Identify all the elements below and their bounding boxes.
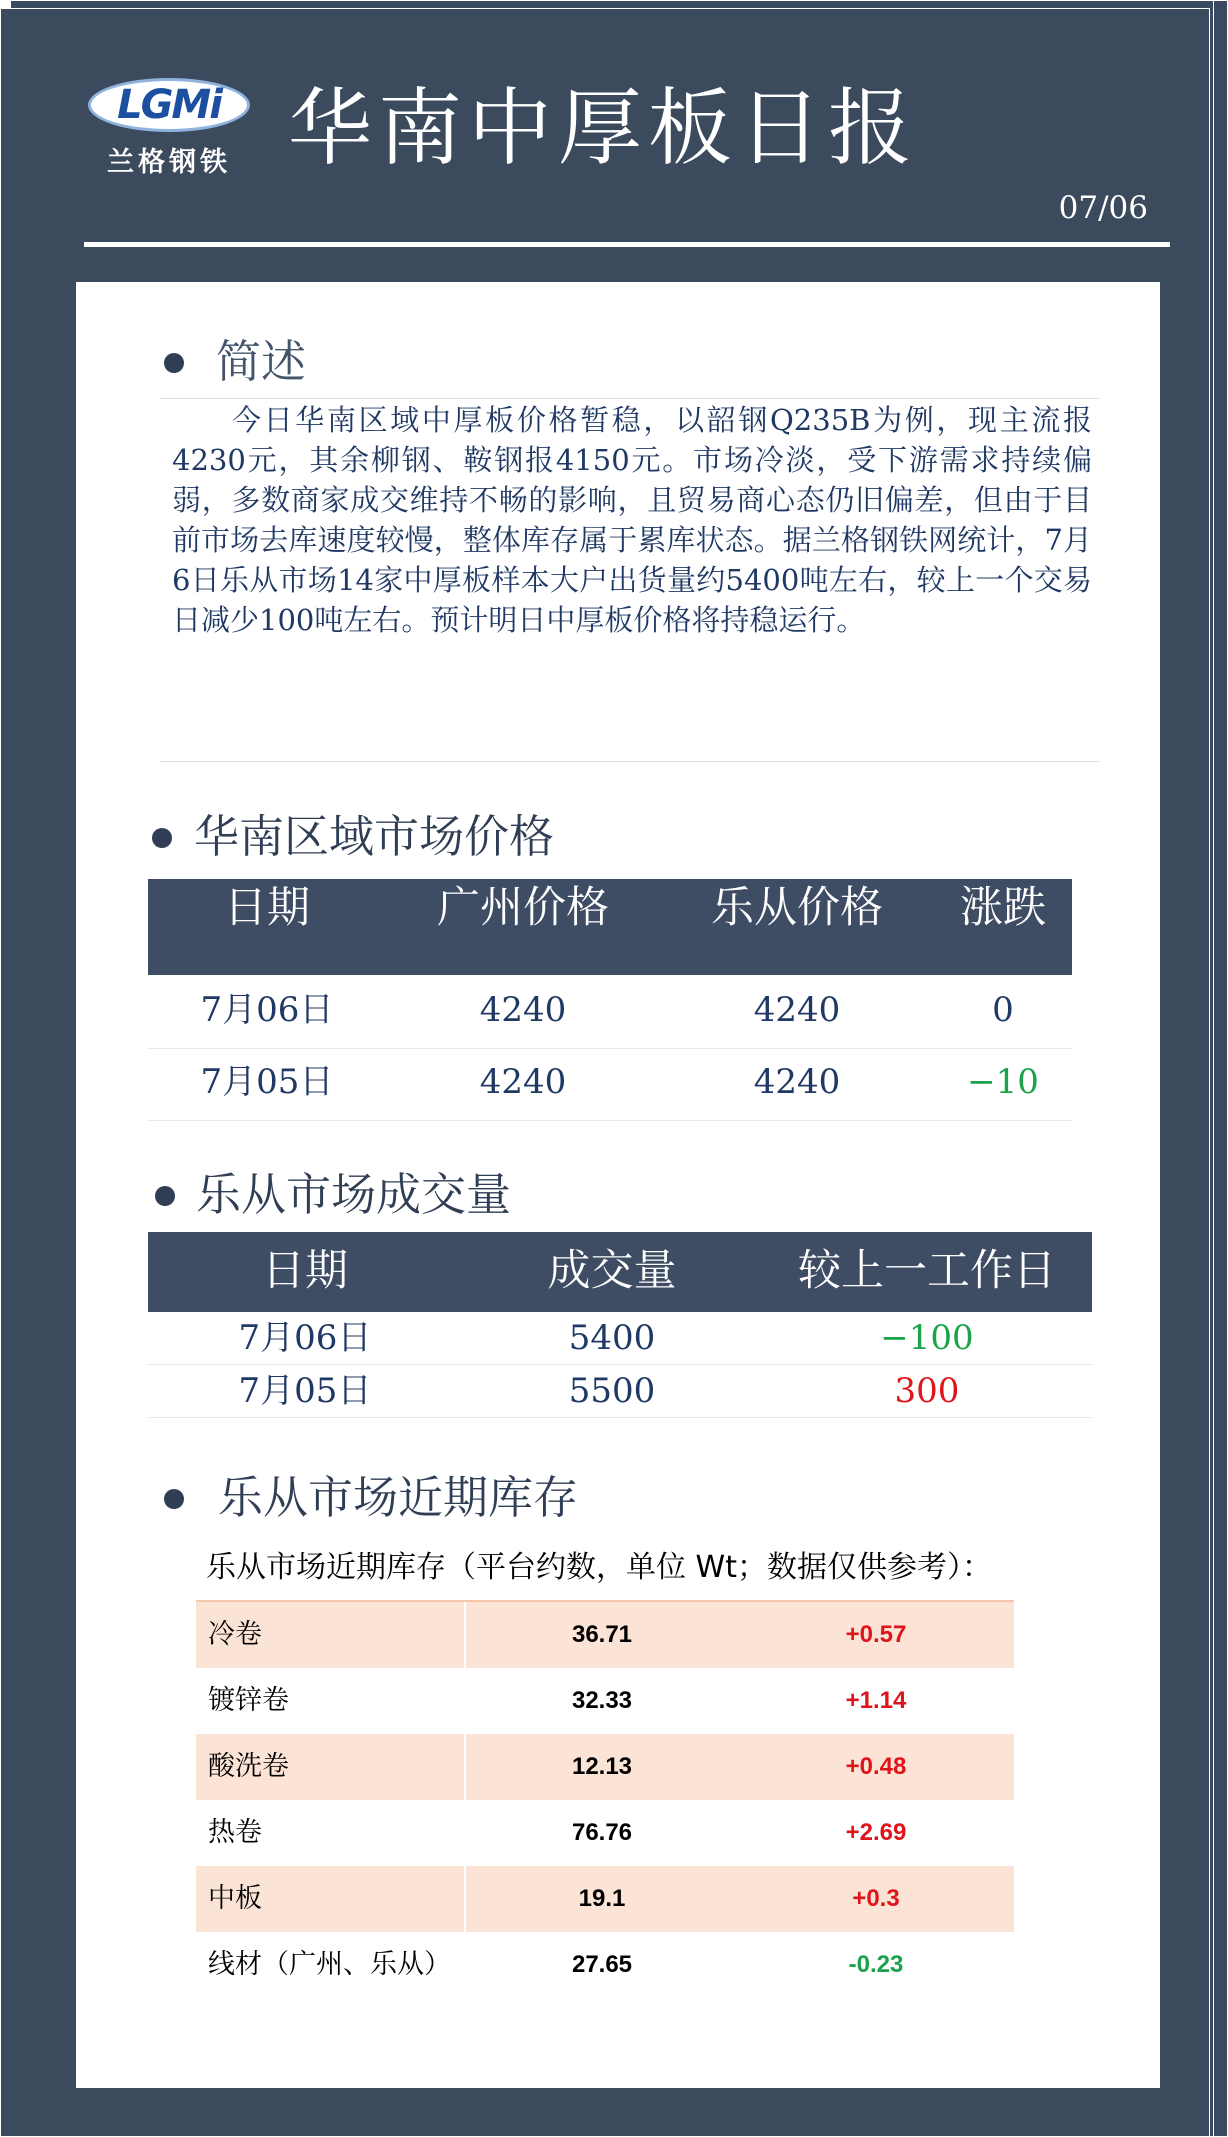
price-col-change: 涨跌 bbox=[960, 883, 1046, 933]
volume-col-change: 较上一工作日 bbox=[798, 1246, 1056, 1296]
price-row1-date: 7月06日 bbox=[200, 990, 334, 1030]
inventory-row bbox=[196, 1602, 1014, 1668]
inventory-change: +0.57 bbox=[845, 1621, 907, 1648]
inventory-name: 线材（广州、乐从） bbox=[208, 1949, 451, 1980]
price-row1-lecong: 4240 bbox=[753, 990, 841, 1030]
inventory-row bbox=[196, 1734, 1014, 1800]
summary-top-rule bbox=[160, 398, 1100, 399]
inventory-value: 12.13 bbox=[571, 1753, 633, 1780]
volume-row2-change: 300 bbox=[894, 1371, 960, 1411]
price-col-guangzhou: 广州价格 bbox=[437, 883, 609, 933]
inventory-change: -0.23 bbox=[848, 1951, 904, 1978]
inventory-row bbox=[196, 1866, 1014, 1932]
summary-heading: 简述 bbox=[216, 335, 307, 388]
inventory-change: +1.14 bbox=[845, 1687, 907, 1714]
price-row1-guangzhou: 4240 bbox=[479, 990, 567, 1030]
price-heading: 华南区域市场价格 bbox=[194, 810, 555, 863]
volume-table-header bbox=[148, 1232, 1092, 1312]
inventory-name: 酸洗卷 bbox=[208, 1751, 289, 1782]
volume-row2-volume: 5500 bbox=[568, 1371, 656, 1411]
volume-row2-date: 7月05日 bbox=[238, 1371, 372, 1411]
volume-col-volume: 成交量 bbox=[547, 1246, 677, 1296]
volume-col-date: 日期 bbox=[262, 1246, 348, 1296]
volume-row1-volume: 5400 bbox=[568, 1318, 656, 1358]
price-row2-change: −10 bbox=[967, 1062, 1039, 1102]
inventory-row bbox=[196, 1932, 1014, 1998]
price-col-date: 日期 bbox=[224, 883, 310, 933]
inventory-value: 19.1 bbox=[578, 1885, 626, 1912]
price-row-divider bbox=[148, 1048, 1072, 1049]
inventory-heading: 乐从市场近期库存 bbox=[218, 1471, 579, 1524]
inventory-bullet-icon bbox=[164, 1489, 184, 1509]
report-title: 华南中厚板日报 bbox=[288, 79, 919, 177]
inventory-change: +0.48 bbox=[845, 1753, 907, 1780]
volume-row-divider bbox=[148, 1364, 1092, 1365]
inventory-change: +2.69 bbox=[845, 1819, 907, 1846]
volume-row1-date: 7月06日 bbox=[238, 1318, 372, 1358]
inventory-top-rule bbox=[196, 1600, 1014, 1602]
summary-text: 今日华南区域中厚板价格暂稳，以韶钢Q235B为例，现主流报4230元，其余柳钢、鞍钢报4150元。市场冷淡，受下游需求持续偏弱，多数商家成交维持不畅的影响，且贸易商心态仍旧偏差，但由于目前市场去库速度较慢，整体库存属于累库状态。据兰格钢铁网统计，7月6日乐从市场14家中厚板样本大户出货量约5400吨左右，较上一个交易日减少100吨左右。预计明日中厚板价格将持稳运行。 bbox=[172, 403, 1092, 637]
inventory-row bbox=[196, 1668, 1014, 1734]
inventory-name: 冷卷 bbox=[208, 1619, 262, 1650]
inventory-value: 32.33 bbox=[571, 1687, 633, 1714]
inventory-caption: 乐从市场近期库存（平台约数，单位 Wt；数据仅供参考）： bbox=[206, 1550, 992, 1585]
price-table-bottom-rule bbox=[148, 1120, 1072, 1121]
inventory-value: 27.65 bbox=[571, 1951, 633, 1978]
volume-heading: 乐从市场成交量 bbox=[196, 1168, 512, 1221]
logo-subtitle: 兰格钢铁 bbox=[107, 147, 231, 178]
volume-bullet-icon bbox=[155, 1186, 175, 1206]
price-row2-guangzhou: 4240 bbox=[479, 1062, 567, 1102]
header-divider bbox=[84, 242, 1170, 247]
content-panel bbox=[76, 282, 1160, 2088]
price-row2-lecong: 4240 bbox=[753, 1062, 841, 1102]
volume-row1-change: −100 bbox=[880, 1318, 974, 1358]
inventory-change: +0.3 bbox=[852, 1885, 900, 1912]
summary-bullet-icon bbox=[164, 353, 184, 373]
inventory-name: 镀锌卷 bbox=[208, 1685, 289, 1716]
price-row2-date: 7月05日 bbox=[200, 1062, 334, 1102]
logo-letters: LGMi bbox=[117, 82, 221, 128]
inventory-name: 中板 bbox=[208, 1883, 262, 1914]
price-row1-change: 0 bbox=[992, 990, 1014, 1030]
summary-bottom-rule bbox=[160, 761, 1100, 762]
report-date: 07/06 bbox=[1058, 190, 1148, 226]
inventory-name: 热卷 bbox=[208, 1817, 262, 1848]
inventory-value: 36.71 bbox=[571, 1621, 633, 1648]
price-col-lecong: 乐从价格 bbox=[711, 883, 883, 933]
price-bullet-icon bbox=[152, 828, 172, 848]
inventory-value: 76.76 bbox=[571, 1819, 633, 1846]
volume-table-bottom-rule bbox=[148, 1417, 1092, 1418]
inventory-row bbox=[196, 1800, 1014, 1866]
lgmi-logo bbox=[88, 78, 250, 178]
price-table-header bbox=[148, 879, 1072, 975]
